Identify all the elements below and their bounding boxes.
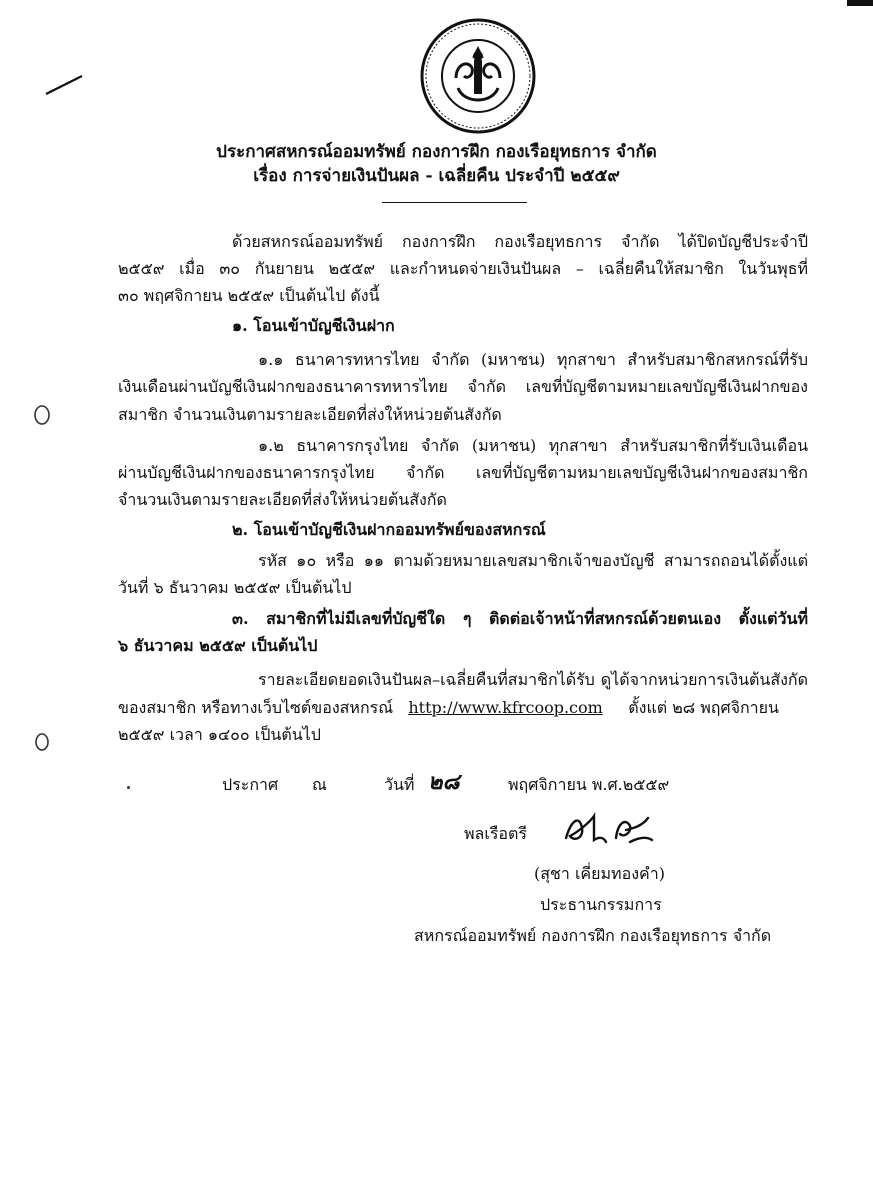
- intro-line-3: ๓๐ พฤศจิกายน ๒๕๕๙ เป็นต้นไป ดังนี้: [118, 286, 380, 305]
- section3-line-1: ๓. สมาชิกที่ไม่มีเลขที่บัญชีใด ๆ ติดต่อเจ้าหน้าที่สหกรณ์ด้วยตนเอง ตั้งแต่วันที่: [232, 609, 808, 628]
- section1-item2-line-3: จำนวนเงินตามรายละเอียดที่ส่งให้หน่วยต้นสังกัด: [118, 490, 447, 509]
- intro-line-2: ๒๕๕๙ เมื่อ ๓๐ กันยายน ๒๕๕๙ และกำหนดจ่ายเงินปันผล – เฉลี่ยคืนให้สมาชิก ในวันพุธที่: [118, 259, 808, 278]
- signatory-position: ประธานกรรมการ: [540, 895, 662, 914]
- details-line-2-prefix: ของสมาชิก หรือทางเว็บไซต์ของสหกรณ์: [118, 698, 394, 717]
- announce-month-year: พฤศจิกายน พ.ศ.๒๕๕๙: [508, 775, 670, 794]
- cooperative-website-link[interactable]: http://www.kfrcoop.com: [408, 698, 603, 717]
- announce-at: ณ: [312, 775, 327, 794]
- announce-label: ประกาศ: [222, 775, 279, 794]
- punch-hole-top: [30, 400, 54, 430]
- details-line-1: รายละเอียดยอดเงินปันผล–เฉลี่ยคืนที่สมาชิกได้รับ ดูได้จากหน่วยการเงินต้นสังกัด: [258, 670, 808, 689]
- section1-item2-line-1: ๑.๒ ธนาคารกรุงไทย จำกัด (มหาชน) ทุกสาขา สำหรับสมาชิกที่รับเงินเดือน: [258, 436, 808, 455]
- details-line-3: ๒๕๕๙ เวลา ๑๔๐๐ เป็นต้นไป: [118, 725, 321, 744]
- announce-day-handwritten: ๒๘: [428, 769, 460, 795]
- section1-item1-line-1: ๑.๑ ธนาคารทหารไทย จำกัด (มหาชน) ทุกสาขา สำหรับสมาชิกสหกรณ์ที่รับ: [258, 350, 808, 369]
- scan-edge-mark: [847, 0, 873, 6]
- signatory-name: (สุชา เคี่ยมทองคำ): [534, 864, 665, 883]
- signatory-organization: สหกรณ์ออมทรัพย์ กองการฝึก กองเรือยุทธการ จำกัด: [414, 926, 772, 945]
- announcement-title: ประกาศสหกรณ์ออมทรัพย์ กองการฝึก กองเรือยุทธการ จำกัด: [216, 142, 657, 162]
- details-line-2: [118, 698, 779, 718]
- cooperative-seal-emblem: [418, 16, 538, 136]
- handwritten-signature: [560, 808, 660, 850]
- section1-heading: ๑. โอนเข้าบัญชีเงินฝาก: [232, 316, 395, 335]
- intro-line-1: ด้วยสหกรณ์ออมทรัพย์ กองการฝึก กองเรือยุทธการ จำกัด ได้ปิดบัญชีประจำปี: [232, 232, 808, 251]
- section1-item2-line-2: ผ่านบัญชีเงินฝากของธนาคารกรุงไทย จำกัด เลขที่บัญชีตามหมายเลขบัญชีเงินฝากของสมาชิก: [118, 463, 808, 482]
- section1-item1-line-3: สมาชิก จำนวนเงินตามรายละเอียดที่ส่งให้หน่วยต้นสังกัด: [118, 405, 502, 424]
- details-line-2-suffix: ตั้งแต่ ๒๘ พฤศจิกายน: [628, 698, 779, 717]
- section2-line-1: รหัส ๑๐ หรือ ๑๑ ตามด้วยหมายเลขสมาชิกเจ้าของบัญชี สามารถถอนได้ตั้งแต่: [258, 551, 808, 570]
- announce-day-label: วันที่: [384, 775, 415, 794]
- punch-hole-bottom: [30, 727, 54, 757]
- section3-line-2: ๖ ธันวาคม ๒๕๕๙ เป็นต้นไป: [118, 636, 318, 655]
- pen-stroke-mark: [40, 70, 90, 100]
- signatory-rank: พลเรือตรี: [464, 824, 528, 843]
- scan-dot: [127, 786, 130, 789]
- section1-item1-line-2: เงินเดือนผ่านบัญชีเงินฝากของธนาคารทหารไทย จำกัด เลขที่บัญชีตามหมายเลขบัญชีเงินฝากของ: [118, 377, 808, 396]
- section2-heading: ๒. โอนเข้าบัญชีเงินฝากออมทรัพย์ของสหกรณ์: [232, 520, 546, 539]
- announcement-subject: เรื่อง การจ่ายเงินปันผล - เฉลี่ยคืน ประจำปี ๒๕๕๙: [253, 166, 620, 186]
- section2-line-2: วันที่ ๖ ธันวาคม ๒๕๕๙ เป็นต้นไป: [118, 578, 352, 597]
- title-divider: [382, 202, 527, 203]
